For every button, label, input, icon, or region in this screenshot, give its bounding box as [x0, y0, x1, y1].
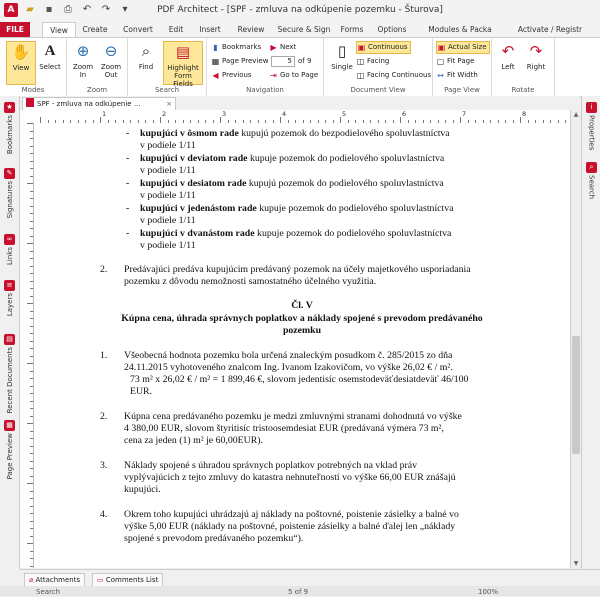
rotate-right-icon: ↷	[529, 42, 543, 60]
ruler-tick	[30, 273, 33, 274]
ruler-tick	[30, 311, 33, 312]
paragraph-text: výške 5,00 EUR (náklady na poštovné, poistenie zásielky a balné ďalej len „náklady	[124, 521, 456, 532]
document-tab[interactable]: SPF - zmluva na odkúpenie ... ×	[22, 97, 176, 110]
ruler-number: 7	[462, 110, 467, 118]
fit-page-button[interactable]: ▢ Fit Page	[436, 57, 475, 66]
find-button[interactable]: ⌕ Find	[132, 41, 160, 83]
close-tab-icon[interactable]: ×	[166, 100, 172, 108]
save-icon[interactable]: ▪	[45, 4, 53, 15]
continuous-view-button[interactable]: ▣ Continuous	[356, 41, 411, 54]
tab-options[interactable]: Options	[377, 25, 407, 34]
group-rotate	[492, 38, 555, 96]
arrow-right-icon: ▶	[270, 43, 277, 52]
ruler-tick	[30, 408, 33, 409]
print-icon[interactable]: ⎙	[64, 4, 72, 15]
article-title: Kúpna cena, úhrada správnych poplatkov a náklady spojené s prevodom predávaného	[121, 313, 483, 324]
panel-tab-properties[interactable]: i Properties	[587, 103, 596, 151]
ruler-tick	[30, 131, 33, 132]
vertical-ruler	[20, 123, 34, 568]
single-view-button[interactable]: ▯ Single	[331, 42, 353, 71]
paragraph-number: 1.	[100, 350, 108, 361]
group-label: Search	[154, 86, 180, 94]
horizontal-ruler	[20, 110, 570, 124]
ruler-tick	[30, 468, 33, 469]
scroll-up-icon[interactable]: ▲	[573, 111, 579, 118]
panel-tab-search[interactable]: ⌕ Search	[587, 163, 596, 200]
recent-documents-icon: ▤	[4, 334, 15, 345]
ruler-tick	[30, 378, 33, 379]
tab-insert[interactable]: Insert	[199, 25, 221, 34]
hand-icon: ✋	[11, 43, 31, 61]
paragraph-text: vyplývajúcich z tejto zmluvy do katastra nehnuteľností vo výške 66,00 EUR znášajú	[124, 472, 456, 483]
panel-tab-links[interactable]: ∞ Links	[5, 235, 14, 265]
list-item: v podiele 1/11	[140, 215, 196, 226]
list-item: -	[126, 153, 130, 164]
ruler-number: 3	[222, 110, 227, 118]
paragraph-text: Všeobecná hodnota pozemku bola určená znaleckým posudkom č. 285/2015 zo dňa	[124, 350, 453, 361]
tab-file[interactable]: FILE	[0, 22, 30, 37]
tab-create[interactable]: Create	[82, 25, 108, 34]
bookmark-icon: ▮	[213, 43, 218, 52]
actual-size-icon: ▣	[437, 43, 446, 52]
list-item: kupujúci v deviatom rade kupuje pozemok do podielového spoluvlastníctva	[140, 153, 445, 164]
page-preview-icon: ▦	[211, 57, 220, 66]
ruler-tick	[30, 258, 33, 259]
paragraph-text: spojené s prevodom predávaného pozemku“).	[124, 533, 304, 544]
ruler-tick	[30, 566, 33, 567]
arrow-left-icon: ◀	[212, 71, 219, 80]
zoom-out-icon: ⊖	[104, 42, 118, 60]
ruler-tick	[30, 228, 33, 229]
facing-icon: ◫	[356, 57, 365, 66]
ruler-tick	[30, 461, 33, 462]
comment-icon: ▭	[97, 576, 104, 584]
ruler-tick	[30, 521, 33, 522]
panel-tab-page-preview[interactable]: ▦ Page Preview	[5, 421, 14, 480]
group-search	[128, 38, 207, 96]
tab-view[interactable]: View	[42, 22, 76, 38]
tab-modules[interactable]: Modules & Packa	[428, 25, 492, 34]
status-bar	[0, 586, 600, 596]
next-page-button[interactable]: ▶ Next	[270, 43, 297, 52]
article-title: pozemku	[282, 325, 322, 336]
ruler-tick	[30, 551, 33, 552]
window-title: PDF Architect - [SPF - zmluva na odkúpenie pozemku - Šturova]	[157, 5, 443, 15]
ruler-number: 1	[102, 110, 107, 118]
undo-icon[interactable]: ↶	[82, 4, 92, 15]
group-modes	[0, 38, 67, 96]
ruler-tick	[27, 423, 33, 424]
group-navigation	[207, 38, 324, 96]
facing-continuous-icon: ◫	[356, 71, 365, 80]
single-page-icon: ▯	[337, 42, 347, 60]
panel-tab-bookmarks[interactable]: ★ Bookmarks	[5, 103, 14, 155]
group-zoom	[67, 38, 128, 96]
bookmark-icon: ★	[4, 102, 15, 113]
ruler-tick	[30, 198, 33, 199]
continuous-icon: ▣	[357, 43, 366, 52]
paragraph-text: kupujúci.	[124, 484, 161, 495]
list-item: kupujúci v dvanástom rade kupuje pozemok do podielového spoluvlastníctva	[140, 228, 452, 239]
ruler-tick	[30, 138, 33, 139]
page-count: of 9	[298, 57, 312, 65]
right-panel-bar	[581, 96, 600, 569]
dropdown-icon[interactable]: ▾	[122, 4, 128, 15]
actual-size-button[interactable]: ▣ Actual Size	[436, 41, 490, 54]
ruler-tick	[30, 513, 33, 514]
ruler-tick	[30, 453, 33, 454]
ruler-tick	[30, 333, 33, 334]
go-to-page-button[interactable]: ⇥ Go to Page	[270, 71, 319, 80]
list-item: v podiele 1/11	[140, 140, 196, 151]
list-item: -	[126, 228, 130, 239]
ruler-tick	[27, 483, 33, 484]
select-mode-button[interactable]: A Select	[39, 43, 61, 71]
panel-tab-recent-documents[interactable]: ▤ Recent Documents	[5, 335, 14, 414]
paragraph-text: cena za jeden (1) m² je 60,00EUR).	[124, 435, 263, 446]
ruler-tick	[30, 506, 33, 507]
facing-view-button[interactable]: ◫ Facing	[356, 57, 390, 66]
ruler-tick	[30, 251, 33, 252]
zoom-in-button[interactable]: ⊕ Zoom In	[72, 42, 94, 79]
link-icon: ∞	[4, 234, 15, 245]
list-item: -	[126, 178, 130, 189]
ruler-tick	[30, 386, 33, 387]
signature-icon: ✎	[4, 168, 15, 179]
left-panel-bar	[0, 96, 20, 569]
scrollbar-thumb[interactable]	[572, 336, 580, 454]
group-label: Navigation	[246, 86, 284, 94]
bookmarks-button[interactable]: ▮ Bookmarks	[211, 42, 261, 53]
ruler-tick	[27, 123, 33, 124]
list-item: kupujúci v desiatom rade kupujú pozemok do podielového spoluvlastníctva	[140, 178, 444, 189]
zoom-out-button[interactable]: ⊖ Zoom Out	[100, 42, 122, 79]
layers-icon: ≡	[4, 280, 15, 291]
panel-tab-layers[interactable]: ≡ Layers	[5, 281, 14, 317]
highlight-form-fields-button[interactable]: ▤ Highlight Form Fields	[163, 41, 203, 85]
ruler-tick	[30, 146, 33, 147]
ruler-tick	[30, 176, 33, 177]
ruler-tick	[27, 243, 33, 244]
ruler-tick	[30, 341, 33, 342]
group-label: Document View	[350, 86, 406, 94]
properties-icon: i	[586, 102, 597, 113]
document-tab-bar	[20, 96, 580, 109]
ruler-tick	[30, 206, 33, 207]
ruler-tick	[30, 348, 33, 349]
ruler-tick	[30, 371, 33, 372]
zoom-level[interactable]: 100%	[478, 588, 499, 596]
view-mode-button[interactable]: ✋ View	[6, 41, 36, 85]
paragraph-text: Kúpna cena predávaného pozemku je medzi zmluvnými stranami dohodnutá vo výške	[124, 411, 462, 422]
ruler-tick	[30, 161, 33, 162]
go-to-page-icon: ⇥	[270, 71, 277, 80]
panel-tab-signatures[interactable]: ✎ Signatures	[5, 169, 14, 219]
fit-page-icon: ▢	[436, 57, 445, 66]
ruler-tick	[30, 281, 33, 282]
search-status-label[interactable]: Search	[36, 588, 61, 596]
pdf-page	[34, 123, 570, 568]
comments-list-tab[interactable]: ▭ Comments List	[92, 573, 163, 587]
ribbon-tabs	[0, 22, 600, 37]
previous-page-button[interactable]: ◀ Previous	[212, 71, 252, 80]
ruler-tick	[30, 326, 33, 327]
ruler-tick	[30, 558, 33, 559]
page-preview-button[interactable]: ▦ Page Preview	[211, 57, 269, 66]
ruler-tick	[30, 438, 33, 439]
list-item: kupujúci v jedenástom rade kupuje pozemok do podielového spoluvlastníctva	[140, 203, 454, 214]
ruler-tick	[30, 498, 33, 499]
attachments-tab[interactable]: ⌀ Attachments	[24, 573, 85, 587]
binoculars-icon: ⌕	[141, 42, 151, 60]
ruler-tick	[27, 363, 33, 364]
ruler-tick	[27, 303, 33, 304]
group-label: Rotate	[511, 86, 535, 94]
ruler-tick	[30, 446, 33, 447]
document-viewport[interactable]	[34, 123, 570, 568]
group-label: Page View	[444, 86, 480, 94]
list-item: v podiele 1/11	[140, 190, 196, 201]
paragraph-text: Okrem toho kupujúci uhrádzajú aj náklady na poštovné, poistenie zásielky a balné vo	[124, 509, 459, 520]
ruler-tick	[30, 213, 33, 214]
ruler-tick	[30, 236, 33, 237]
ruler-tick	[30, 191, 33, 192]
article-heading: Čl. V	[291, 300, 313, 311]
ruler-number: 4	[282, 110, 287, 118]
ruler-tick	[30, 153, 33, 154]
tab-activate[interactable]: Activate / Registr	[517, 25, 583, 34]
list-item: -	[126, 128, 130, 139]
rotate-left-button[interactable]: ↶ Left	[494, 41, 522, 83]
paragraph-text: 73 m² x 26,02 € / m² = 1 899,46 €, slovom jedentisíc osemstodeväťdesiatdeväť 46/100	[130, 374, 469, 385]
search-icon: ⌕	[586, 162, 597, 173]
tab-edit[interactable]: Edit	[168, 25, 184, 34]
ruler-tick	[30, 491, 33, 492]
vertical-scrollbar[interactable]	[570, 110, 581, 568]
ribbon	[0, 37, 600, 97]
page-number-input[interactable]: 5	[271, 56, 295, 67]
facing-continuous-button[interactable]: ◫ Facing Continuous	[356, 71, 432, 80]
text-cursor-icon: A	[44, 43, 56, 59]
ruler-number: 2	[162, 110, 167, 118]
paragraph-number: 2.	[100, 411, 108, 422]
list-item: v podiele 1/11	[140, 165, 196, 176]
ruler-tick	[30, 318, 33, 319]
ruler-tick	[30, 168, 33, 169]
tab-secure-sign[interactable]: Secure & Sign	[277, 25, 331, 34]
list-item: -	[126, 203, 130, 214]
pdf-file-icon	[26, 98, 34, 107]
group-page-view	[433, 38, 492, 96]
paragraph-number: 4.	[100, 509, 108, 520]
ruler-tick	[27, 183, 33, 184]
app-logo: A	[4, 3, 18, 17]
ruler-tick	[30, 266, 33, 267]
ruler-number: 6	[402, 110, 407, 118]
paragraph-text: Predávajúci predáva kupujúcim predávaný pozemok na účely majetkového usporiadania	[124, 264, 471, 275]
tab-convert[interactable]: Convert	[123, 25, 153, 34]
ruler-tick	[27, 543, 33, 544]
ruler-number: 5	[342, 110, 347, 118]
paragraph-text: 24.11.2015 vyhotoveného znalcom Ing. Ivanom Izakovičom, vo výške 26,02 € / m².	[124, 362, 453, 373]
folder-icon[interactable]: ▰	[26, 4, 34, 15]
fit-width-icon: ↔	[437, 71, 444, 80]
title-bar	[0, 0, 600, 23]
group-document-view	[324, 38, 433, 96]
page-indicator[interactable]: 5 of 9	[288, 588, 309, 596]
ruler-tick	[30, 476, 33, 477]
page-preview-icon: ▦	[4, 420, 15, 431]
ruler-tick	[30, 416, 33, 417]
paragraph-text: 4 380,00 EUR, slovom štyritisíc tristoosemdesiat EUR (predávaná výmera 73 m²,	[124, 423, 444, 434]
group-label: Modes	[21, 86, 45, 94]
tab-forms[interactable]: Forms	[340, 25, 364, 34]
scroll-down-icon[interactable]: ▼	[573, 560, 579, 567]
group-label: Zoom	[86, 86, 108, 94]
paragraph-text: pozemku z dôvodu nemožnosti samostatného účelného využitia.	[124, 276, 377, 287]
list-item: v podiele 1/11	[140, 240, 196, 251]
zoom-in-icon: ⊕	[76, 42, 90, 60]
ruler-tick	[30, 393, 33, 394]
fit-width-button[interactable]: ↔ Fit Width	[437, 71, 478, 80]
rotate-left-icon: ↶	[501, 42, 515, 60]
list-item: kupujúci v ôsmom rade kupujú pozemok do bezpodielového spoluvlastníctva	[140, 128, 450, 139]
highlight-fields-icon: ▤	[175, 43, 191, 61]
ruler-tick	[30, 221, 33, 222]
ruler-tick	[30, 356, 33, 357]
rotate-right-button[interactable]: ↷ Right	[526, 42, 546, 71]
tab-review[interactable]: Review	[237, 25, 265, 34]
paragraph-text: Náklady spojené s úhradou správnych poplatkov potrebných na vklad práv	[124, 460, 418, 471]
ruler-tick	[30, 401, 33, 402]
ruler-number: 8	[522, 110, 527, 118]
paragraph-number: 2.	[100, 264, 108, 275]
ruler-tick	[30, 288, 33, 289]
ruler-tick	[30, 536, 33, 537]
ruler-tick	[30, 296, 33, 297]
ruler-tick	[30, 528, 33, 529]
paragraph-number: 3.	[100, 460, 108, 471]
redo-icon[interactable]: ↷	[101, 4, 111, 15]
paragraph-text: EUR.	[130, 386, 153, 397]
paperclip-icon: ⌀	[29, 576, 34, 584]
ruler-tick	[30, 431, 33, 432]
